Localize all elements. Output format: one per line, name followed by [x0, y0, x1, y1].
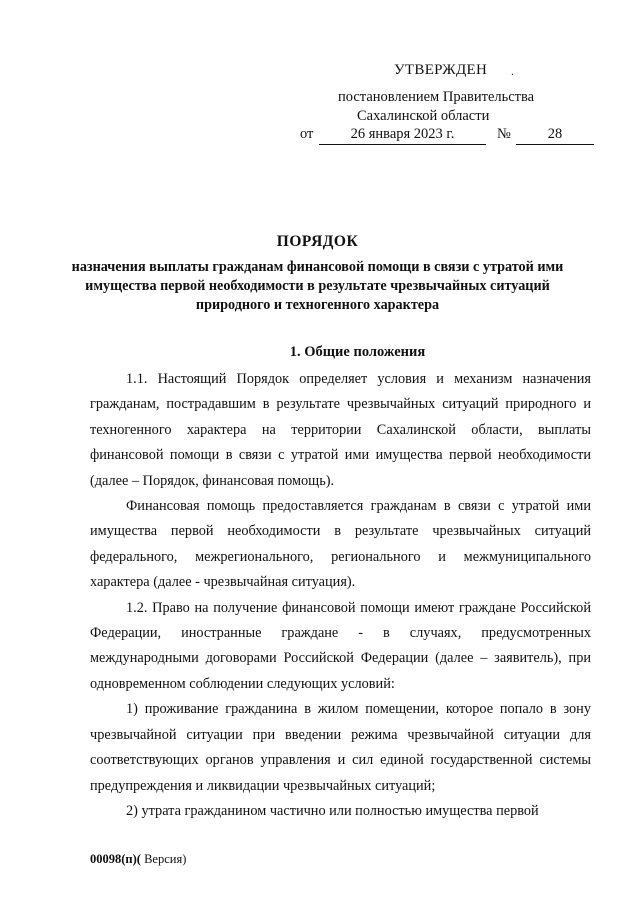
section-heading: 1. Общие положения [289, 344, 426, 360]
document-subtitle: назначения выплаты гражданам финансовой помощи в связи с утратой ими имущества первой необходимости в результате чрезвычайных ситуаций природного и техногенного характера [71, 259, 564, 313]
condition-1: 1) проживание гражданина в жилом помещении, которое попало в зону чрезвычайной ситуации при введении режима чрезвычайной ситуации для соответствующих органов управления и сил единой государственной системы предупреждения и ликвидации чрезвычайных ситуаций; [90, 701, 591, 794]
document-title: ПОРЯДОК [276, 233, 359, 250]
paragraph-financial-aid: Финансовая помощь предоставляется гражданам в связи с утратой ими имущества первой необходимости в результате чрезвычайных ситуаций федерального, межрегионального, регионального и межмуниципального характера (далее - чрезвычайная ситуация). [90, 498, 591, 591]
condition-2: 2) утрата гражданином частично или полностью имущества первой [126, 802, 539, 819]
document-body [90, 367, 591, 824]
region-line: Сахалинской области [357, 108, 490, 124]
scan-dot: . [511, 64, 514, 78]
decree-date: 26 января 2023 г. [319, 126, 486, 145]
paragraph-1-1: 1.1. Настоящий Порядок определяет условия и механизм назначения гражданам, пострадавшим в результате чрезвычайных ситуаций природного и техногенного характера на территории Сахалинской области, выплаты финансовой помощи в связи с утратой ими имущества первой необходимости (далее – Порядок, финансовая помощь). [90, 371, 591, 489]
from-label: от [300, 126, 314, 142]
paragraph-1-2: 1.2. Право на получение финансовой помощи имеют граждане Российской Федерации, иностранные граждане - в случаях, предусмотренных международными договорами Российской Федерации (далее – заявитель), при одновременном соблюдении следующих условий: [90, 599, 591, 692]
number-label: № [497, 126, 511, 142]
decree-date-number-line [300, 126, 600, 148]
footer-code [90, 852, 186, 867]
footer-code-text: 00098(п)( [90, 852, 141, 866]
footer-version: Версия) [140, 852, 187, 866]
approval-stamp: УТВЕРЖДЕН [394, 62, 488, 78]
decree-line: постановлением Правительства [338, 89, 535, 105]
decree-number: 28 [516, 126, 594, 145]
